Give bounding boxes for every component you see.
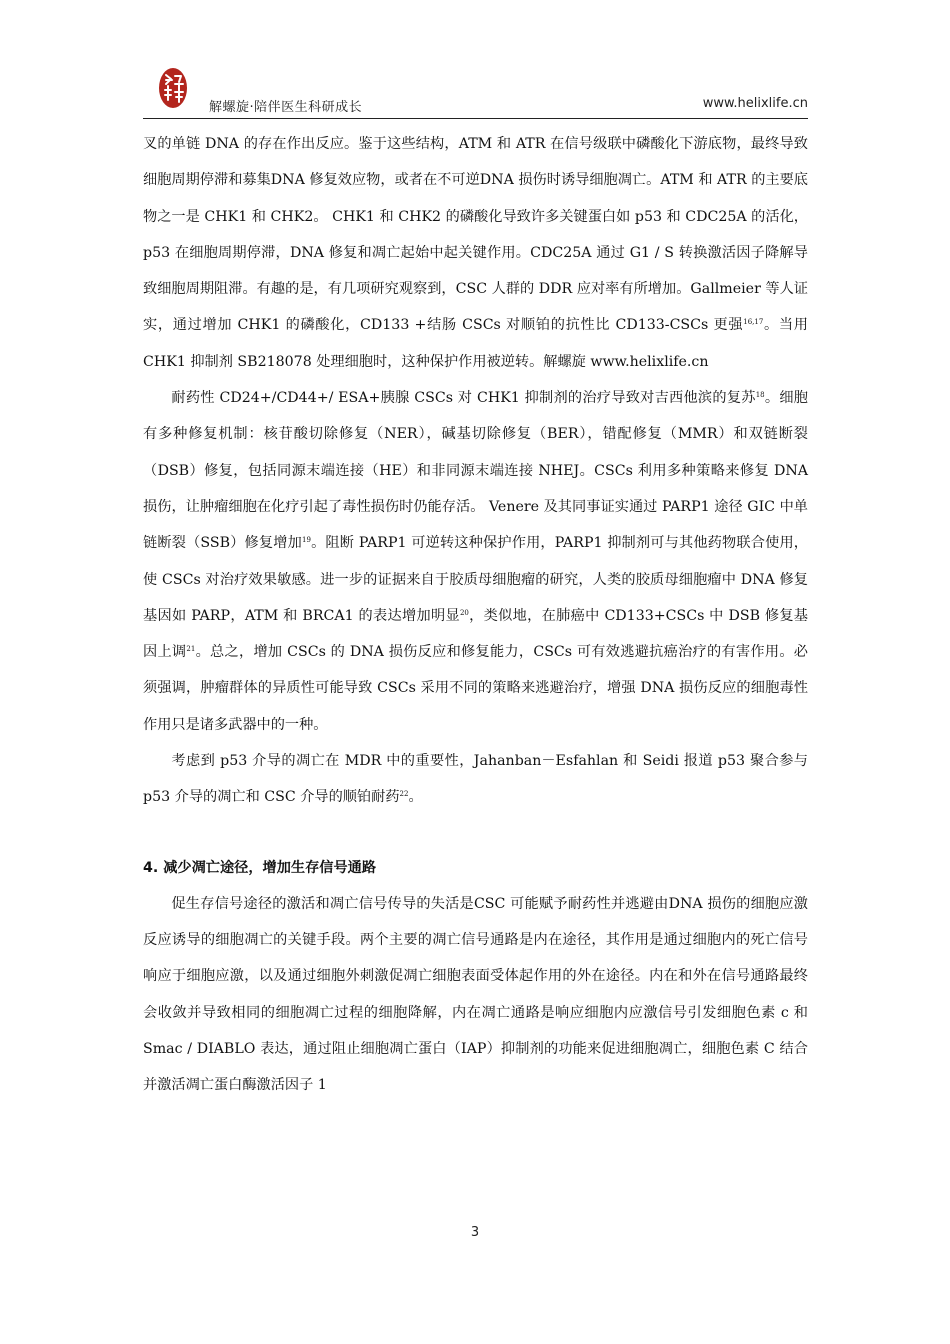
page-body (143, 126, 808, 1103)
paragraph-text: 。 (408, 789, 423, 806)
paragraph-text: 。当用 CHK1 抑制剂 SB218078 处理细胞时，这种保护作用被逆转。解螺旋 www.helixlife.cn (143, 317, 808, 370)
paragraph-text: 考虑到 p53 介导的凋亡在 MDR 中的重要性，Jahanban－Esfahlan 和 Seidi 报道 p53 聚合参与 p53 介导的凋亡和 CSC 介导的顺铂耐药 (143, 753, 808, 806)
section-heading: 4. 减少凋亡途径，增加生存信号通路 (143, 859, 377, 876)
page-number: 3 (470, 1225, 480, 1240)
paragraph-dna-repair (143, 380, 808, 743)
paragraph-text: 耐药性 CD24+/CD44+/ ESA+胰腺 CSCs 对 CHK1 抑制剂的治疗导致对吉西他滨的复苏 (171, 390, 756, 407)
paragraph-p53 (143, 743, 808, 816)
page-header (143, 60, 808, 119)
header-site-url: www.helixlife.cn (702, 96, 808, 111)
section-spacer (143, 816, 808, 850)
citation: 16,17 (743, 318, 764, 327)
citation: 18 (755, 391, 765, 400)
citation: 21 (186, 645, 196, 654)
citation: 19 (301, 536, 311, 545)
paragraph-ddr (143, 126, 808, 380)
citation: 22 (399, 790, 409, 799)
paragraph-text: 。阻断 PARP1 可逆转这种保护作用，PARP1 抑制剂可与其他药物联合使用，使 CSCs 对治疗效果敏感。进一步的证据来自于胶质母细胞瘤的研究，人类的胶质母细胞瘤中 DNA 修复基因如 PARP，ATM 和 BRCA1 的表达增加明显 (143, 535, 808, 624)
paragraph-text: ，类似地，在肺癌中 CD133+CSCs 中 DSB 修复基因上调 (143, 607, 808, 661)
paragraph-text: 。细胞有多种修复机制：核苷酸切除修复（NER），碱基切除修复（BER），错配修复（MMR）和双链断裂（DSB）修复，包括同源末端连接（HE）和非同源末端连接 NHEJ。CSCs 利用多种策略来修复 DNA 损伤，让肿瘤细胞在化疗引起了毒性损伤时仍能存活。 Venere 及其同事证实通过 PARP1 途径 GIC 中单链断裂（SSB）修复增加 (143, 390, 808, 552)
paragraph-text: 促生存信号途径的激活和凋亡信号传导的失活是CSC 可能赋予耐药性并逃避由DNA 损伤的细胞应激反应诱导的细胞凋亡的关键手段。两个主要的凋亡信号通路是内在途径，其作用是通过细胞内的死亡信号响应于细胞应激，以及通过细胞外刺激促凋亡细胞表面受体起作用的外在途径。内在和外在信号通路最终会收敛并导致相同的细胞凋亡过程的细胞降解，内在凋亡通路是响应细胞内应激信号引发细胞色素 c 和 Smac / DIABLO 表达，通过阻止细胞凋亡蛋白（IAP）抑制剂的功能来促进细胞凋亡，细胞色素 C 结合并激活凋亡蛋白酶激活因子 1 (143, 895, 808, 1094)
paragraph-apoptosis (143, 886, 808, 1104)
header-brand: 解螺旋·陪伴医生科研成长 (209, 100, 363, 115)
citation: 20 (459, 608, 469, 617)
helix-seal-logo (157, 66, 189, 110)
paragraph-text: 。总之，增加 CSCs 的 DNA 损伤反应和修复能力，CSCs 可有效逃避抗癌治疗的有害作用。必须强调，肿瘤群体的异质性可能导致 CSCs 采用不同的策略来逃避治疗，增强 DNA 损伤反应的细胞毒性作用只是诸多武器中的一种。 (143, 644, 808, 733)
paragraph-text: 叉的单链 DNA 的存在作出反应。鉴于这些结构，ATM 和 ATR 在信号级联中磷酸化下游底物，最终导致细胞周期停滞和募集DNA 修复效应物，或者在不可逆DNA 损伤时诱导细胞凋亡。ATM 和 ATR 的主要底物之一是 CHK1 和 CHK2。 CHK1 和 CHK2 的磷酸化导致许多关键蛋白如 p53 和 CDC25A 的活化，p53 在细胞周期停滞，DNA 修复和凋亡起始中起关键作用。CDC25A 通过 G1 / S 转换激活因子降解导致细胞周期阻滞。有趣的是，有几项研究观察到，CSC 人群的 DDR 应对率有所增加。Gallmeier 等人证实，通过增加 CHK1 的磷酸化，CD133 +结肠 CSCs 对顺铂的抗性比 CD133-CSCs 更强 (143, 136, 808, 334)
